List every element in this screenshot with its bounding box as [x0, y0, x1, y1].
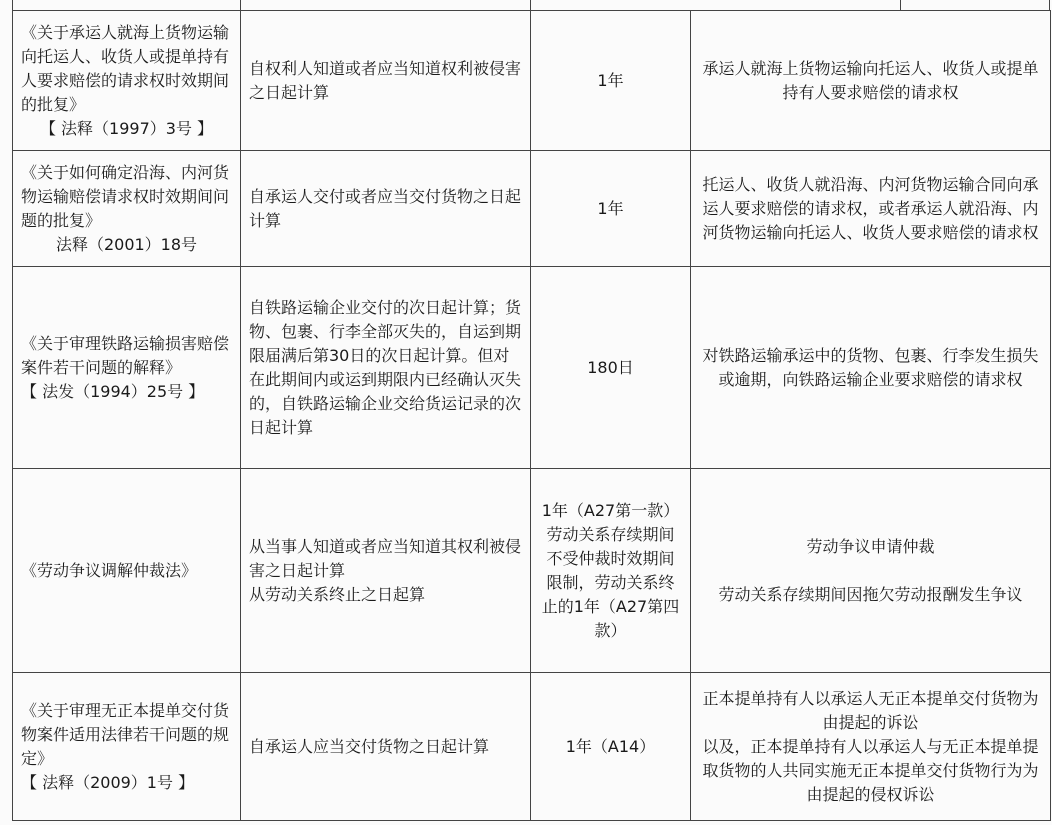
scope-text: 劳动关系存续期间因拖欠劳动报酬发生争议: [718, 584, 1023, 604]
period-cell: 1年: [531, 151, 691, 267]
document-title: 《劳动争议调解仲裁法》: [21, 560, 198, 580]
scope-spacer: [699, 559, 1042, 583]
start-time-cell: [241, 469, 531, 673]
table-top-border-stub: [240, 0, 241, 10]
start-time-cell: 自承运人应当交付货物之日起计算: [241, 673, 531, 821]
period-cell: 180日: [531, 267, 691, 469]
table-top-border-stub: [12, 0, 13, 10]
document-number: 【 法释（1997）3号 】: [39, 118, 214, 138]
scope-cell: [691, 151, 1051, 267]
scope-text: 托运人、收货人就沿海、内河货物运输合同向承运人要求赔偿的请求权，或者承运人就沿海、内河货物运输向托运人、收货人要求赔偿的请求权: [702, 174, 1039, 242]
start-time-text: 从劳动关系终止之日起算: [249, 584, 426, 604]
table-row: [13, 469, 1051, 673]
document-cell: [13, 151, 241, 267]
limitation-period-table: [12, 10, 1051, 821]
document-number: 【 法发（1994）25号 】: [21, 381, 205, 401]
table-row: [13, 673, 1051, 821]
document-cell: [13, 673, 241, 821]
scope-cell: [691, 267, 1051, 469]
table-top-border-stub: [1049, 0, 1050, 10]
document-cell: [13, 267, 241, 469]
period-text: 劳动关系存续期间不受仲裁时效期间限制，劳动关系终止的1年（A27第四款）: [541, 524, 680, 640]
document-title: 《关于如何确定沿海、内河货物运输赔偿请求权时效期间问题的批复》: [21, 162, 230, 230]
table-top-border-stub: [530, 0, 531, 10]
scope-text: 承运人就海上货物运输向托运人、收货人或提单持有人要求赔偿的请求权: [702, 58, 1039, 102]
table-row: [13, 11, 1051, 151]
document-cell: [13, 11, 241, 151]
scope-text: 劳动争议申请仲裁: [806, 536, 935, 556]
period-cell: 1年: [531, 11, 691, 151]
start-time-cell: 自承运人交付或者应当交付货物之日起计算: [241, 151, 531, 267]
scope-text: 对铁路运输承运中的货物、包裹、行李发生损失或逾期，向铁路运输企业要求赔偿的请求权: [702, 345, 1039, 389]
scope-text: 正本提单持有人以承运人无正本提单交付货物为由提起的诉讼: [702, 688, 1039, 732]
document-number: 【 法释（2009）1号 】: [21, 772, 195, 792]
start-time-cell: 自铁路运输企业交付的次日起计算；货物、包裹、行李全部灭失的，自运到期限届满后第30日的次日起计算。但对在此期间内或运到期限内已经确认灭失的，自铁路运输企业交给货运记录的次日起计算: [241, 267, 531, 469]
table-row: [13, 151, 1051, 267]
document-title: 《关于审理无正本提单交付货物案件适用法律若干问题的规定》: [21, 700, 230, 768]
period-cell: 1年（A14）: [531, 673, 691, 821]
scope-cell: [691, 11, 1051, 151]
scope-text: 以及，正本提单持有人以承运人与无正本提单提取货物的人共同实施无正本提单交付货物行为为由提起的侵权诉讼: [702, 736, 1039, 804]
table-top-border-stub: [900, 0, 901, 10]
document-title: 《关于承运人就海上货物运输向托运人、收货人或提单持有人要求赔偿的请求权时效期间的批复》: [21, 22, 230, 114]
period-text: 1年（A27第一款）: [541, 500, 680, 520]
scope-cell: [691, 469, 1051, 673]
start-time-cell: 自权利人知道或者应当知道权利被侵害之日起计算: [241, 11, 531, 151]
document-cell: [13, 469, 241, 673]
period-cell: [531, 469, 691, 673]
scope-cell: [691, 673, 1051, 821]
document-title: 《关于审理铁路运输损害赔偿案件若干问题的解释》: [21, 333, 230, 377]
document-number: 法释（2001）18号: [55, 234, 198, 254]
start-time-text: 从当事人知道或者应当知道其权利被侵害之日起计算: [249, 536, 522, 580]
table-row: [13, 267, 1051, 469]
